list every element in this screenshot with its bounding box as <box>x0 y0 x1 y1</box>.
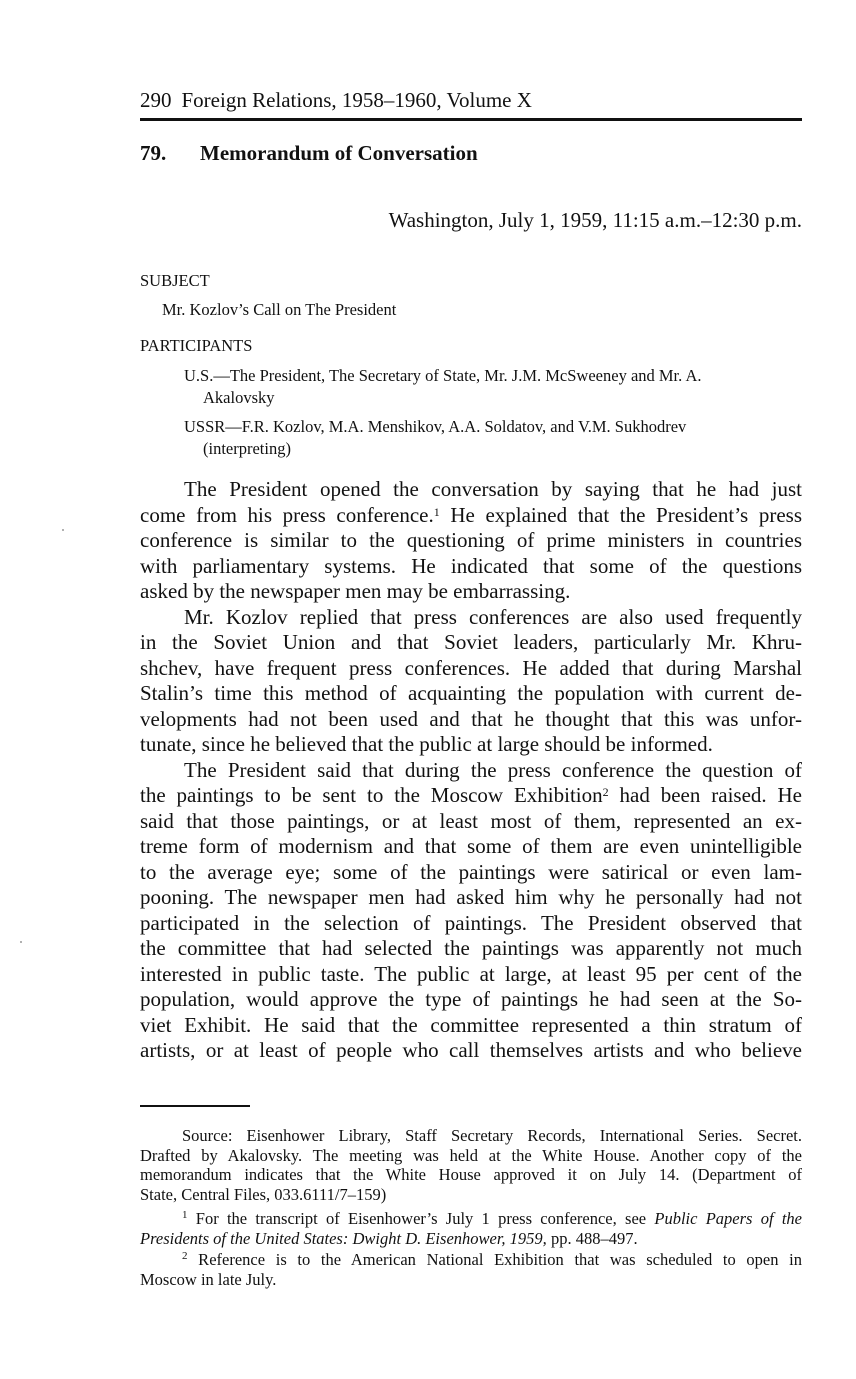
footnote-line: memorandum indicates that the White House approved it on July 14. (Department of <box>140 1165 802 1184</box>
source-note <box>140 1126 802 1204</box>
footnote-rule <box>140 1105 250 1107</box>
page-number: 290 <box>140 88 172 112</box>
footnote-1 <box>140 1209 802 1248</box>
text-line: come from his press conference.$^1$ He explained that the President’s press <box>140 502 802 527</box>
text-line: artists, or at least of people who call themselves artists and who believe <box>140 1038 802 1062</box>
text-line: Stalin’s time this method of acquainting the population with current de- <box>140 681 802 705</box>
text-line: The President opened the conversation by saying that he had just <box>184 477 802 501</box>
footnote-marker-1: 1 <box>433 504 440 519</box>
text-line: pooning. The newspaper men had asked him why he personally had not <box>140 885 802 909</box>
memo-body <box>140 477 802 1064</box>
footnote-2 <box>140 1250 802 1289</box>
footnote-2-marker: 2 <box>182 1250 188 1262</box>
text-line: the paintings to be sent to the Moscow Exhibition$^2$ had been raised. He <box>140 783 803 807</box>
participants-us-line: Akalovsky <box>203 388 275 407</box>
text-line: population, would approve the type of paintings he had seen at the So- <box>140 987 802 1011</box>
footnote-line: State, Central Files, 033.6111/7–159) <box>140 1184 387 1204</box>
footnote-1-marker: 1 <box>182 1209 188 1221</box>
text-line: treme form of modernism and that some of them are even unintelligible <box>140 834 802 858</box>
text-line: conference is similar to the questioning of prime ministers in countries <box>140 528 802 552</box>
document-number: 79. <box>140 141 167 165</box>
participants-label: PARTICIPANTS <box>140 336 253 355</box>
text-line: velopments had not been used and that he thought that this was unfor- <box>140 706 802 731</box>
footnote-line: Moscow in late July. <box>140 1269 277 1289</box>
text-line: interested in public taste. The public at large, at least 95 per cent of the <box>140 961 802 986</box>
footnote-line: Source: Eisenhower Library, Staff Secretary Records, International Series. Secret. <box>182 1126 802 1145</box>
document-page <box>140 0 802 1379</box>
document-title: Memorandum of Conversation <box>200 141 478 165</box>
footnote-line: $^1$ For the transcript of Eisenhower’s July 1 press conference, see Public Papers of the <box>182 1209 803 1228</box>
document-heading <box>140 138 478 168</box>
header-rule <box>140 118 802 121</box>
text-line: to the average eye; some of the paintings were satirical or even lam- <box>140 859 802 884</box>
text-line: asked by the newspaper men may be embarrassing. <box>140 579 571 603</box>
text-line: participated in the selection of paintings. The President observed that <box>140 910 802 935</box>
text-line: Mr. Kozlov replied that press conferences are also used frequently <box>184 604 802 629</box>
text-line: with parliamentary systems. He indicated that some of the questions <box>140 553 802 578</box>
text-line: shchev, have frequent press conferences. He added that during Marshal <box>140 655 802 680</box>
participants-us-line: U.S.—The President, The Secretary of State, Mr. J.M. McSweeney and Mr. A. <box>184 366 702 385</box>
dateline: Washington, July 1, 1959, 11:15 a.m.–12:30 p.m. <box>388 208 802 232</box>
footnote-line: Drafted by Akalovsky. The meeting was held at the White House. Another copy of the <box>140 1145 802 1165</box>
volume-title: Foreign Relations, 1958–1960, Volume X <box>181 88 532 112</box>
participants-ussr <box>184 416 802 460</box>
scan-speck <box>20 941 22 943</box>
footnote-marker-2: 2 <box>602 785 609 799</box>
paragraph-2 <box>140 605 802 758</box>
participants-ussr-line: (interpreting) <box>203 439 291 458</box>
footnote-line: $^2$ Reference is to the American National Exhibition that was scheduled to open in <box>182 1250 802 1269</box>
running-head <box>140 84 802 116</box>
participants-us <box>184 365 802 409</box>
text-line: in the Soviet Union and that Soviet leaders, particularly Mr. Khru- <box>140 630 802 654</box>
footnote-line: Presidents of the United States: Dwight D. Eisenhower, 1959, pp. 488–497. <box>140 1228 638 1248</box>
subject-text: Mr. Kozlov’s Call on The President <box>162 300 397 319</box>
paragraph-1 <box>140 477 802 605</box>
participants-ussr-line: USSR—F.R. Kozlov, M.A. Menshikov, A.A. Soldatov, and V.M. Sukhodrev <box>184 417 687 436</box>
text-line: The President said that during the press conference the question of <box>184 757 802 782</box>
text-line: viet Exhibit. He said that the committee represented a thin stratum of <box>140 1012 802 1037</box>
footnotes <box>140 1126 802 1294</box>
text-line: the committee that had selected the paintings was apparently not much <box>140 936 802 960</box>
subject-label: SUBJECT <box>140 271 210 290</box>
scan-speck <box>62 529 64 531</box>
text-line: said that those paintings, or at least most of them, represented an ex- <box>140 808 802 833</box>
text-line: tunate, since he believed that the public at large should be informed. <box>140 732 713 756</box>
paragraph-3 <box>140 758 802 1064</box>
